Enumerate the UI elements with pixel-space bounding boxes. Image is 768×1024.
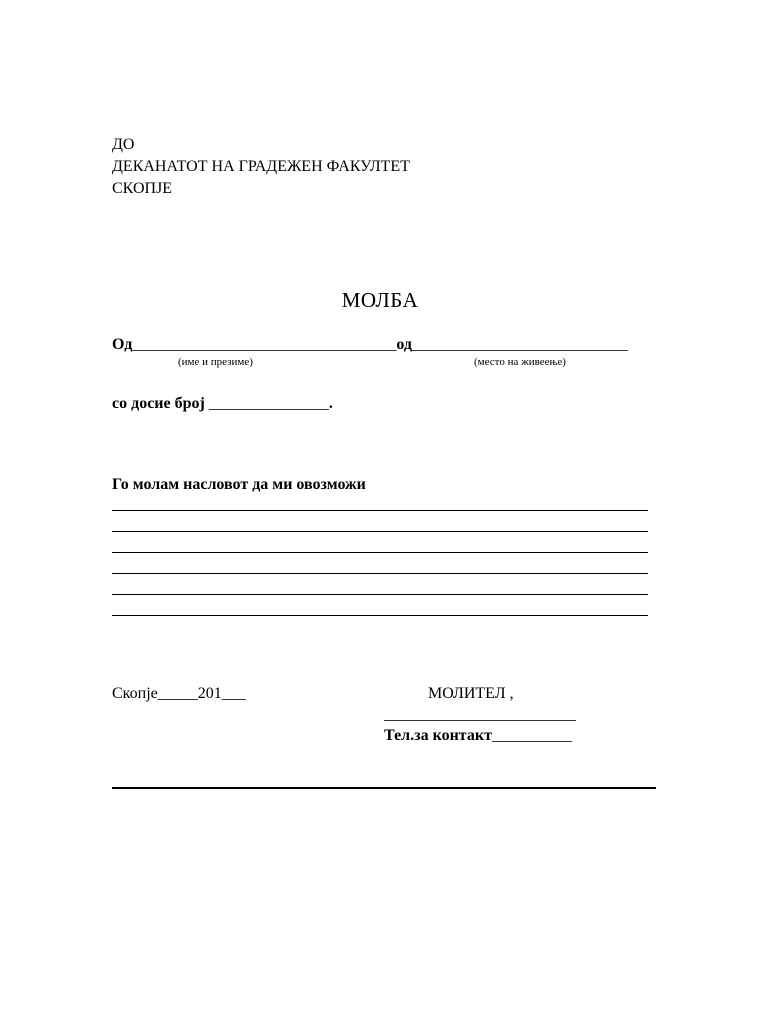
- request-blank-line[interactable]: [112, 510, 648, 511]
- place-hint: (место на живеење): [474, 356, 566, 368]
- request-intro: Го молам насловот да ми овозможи: [112, 476, 366, 493]
- signature-blank[interactable]: ________________________: [384, 706, 576, 723]
- contact-row: [384, 727, 572, 745]
- request-blank-line[interactable]: [112, 615, 648, 616]
- request-blank-line[interactable]: [112, 573, 648, 574]
- request-blank-line[interactable]: [112, 552, 648, 553]
- document-title: МОЛБА: [341, 288, 419, 312]
- place-blank[interactable]: ___________________________: [411, 336, 628, 353]
- contact-label: Тел.за контакт: [384, 727, 492, 744]
- name-blank[interactable]: _________________________________: [132, 336, 397, 353]
- file-number-row: [112, 395, 333, 413]
- bottom-divider: [112, 787, 656, 789]
- file-number-period: .: [328, 395, 333, 412]
- recipient-line-3: СКОПЈЕ: [112, 180, 173, 197]
- file-number-label: со досие број: [112, 395, 205, 412]
- recipient-line-1: ДО: [112, 136, 135, 153]
- name-hint: (име и презиме): [178, 356, 253, 368]
- city-date[interactable]: Скопје_____201___: [112, 685, 246, 702]
- request-blank-line[interactable]: [112, 594, 648, 595]
- place-label: од: [396, 336, 412, 353]
- file-number-blank[interactable]: _______________: [208, 395, 329, 412]
- from-label: Од: [112, 336, 133, 353]
- recipient-line-2: ДЕКАНАТОТ НА ГРАДЕЖЕН ФАКУЛТЕТ: [112, 158, 410, 175]
- request-blank-line[interactable]: [112, 531, 648, 532]
- from-row: [112, 336, 628, 354]
- applicant-label: МОЛИТЕЛ ,: [428, 685, 514, 702]
- contact-blank[interactable]: __________: [491, 727, 572, 744]
